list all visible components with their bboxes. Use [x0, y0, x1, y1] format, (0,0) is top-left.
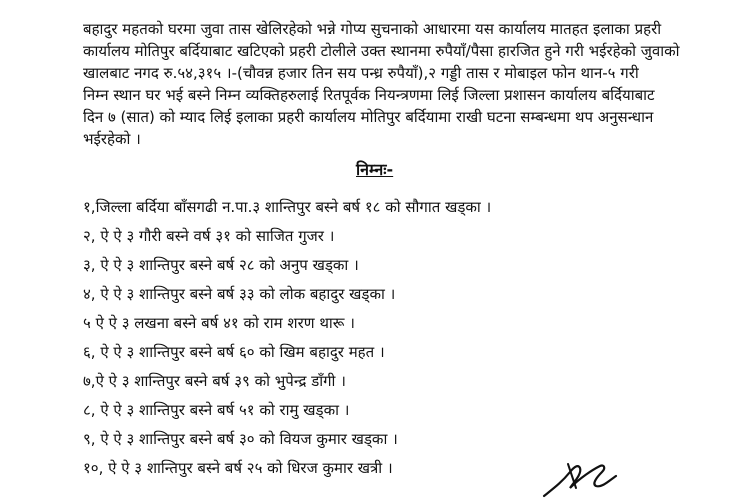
paragraph-line: दिन ७ (सात) को म्याद लिई इलाका प्रहरी कार्यालय मोतिपुर बर्दियामा राखी घटना सम्बन्धमा थप अनुसन्धान	[83, 108, 654, 126]
paragraph-line: बहादुर महतको घरमा जुवा तास खेलिरहेको भन्ने गोप्य सुचनाको आधारमा यस कार्यालय मातहत इलाका प्रहरी	[83, 20, 662, 38]
list-item: ४, ऐ ऐ ३ शान्तिपुर बस्ने बर्ष ३३ को लोक बहादुर खड्का ।	[83, 285, 396, 303]
list-item: ५ ऐ ऐ ३ लखना बस्ने बर्ष ४१ को राम शरण थारू ।	[83, 314, 355, 332]
list-item: १,जिल्ला बर्दिया बाँसगढी न.पा.३ शान्तिपुर बस्ने बर्ष १८ को सौगात खड्का ।	[83, 198, 492, 216]
list-heading: निम्नः-	[356, 160, 394, 179]
list-item: ९, ऐ ऐ ३ शान्तिपुर बस्ने बर्ष ३० को वियज कुमार खड्का ।	[83, 430, 398, 448]
list-item: २, ऐ ऐ ३ गौरी बस्ने वर्ष ३१ को साजित गुजर ।	[83, 227, 335, 245]
paragraph-line: भईरहेको ।	[83, 130, 141, 148]
list-item: ६, ऐ ऐ ३ शान्तिपुर बस्ने बर्ष ६० को खिम बहादुर महत ।	[83, 343, 385, 361]
paragraph-line: कार्यालय मोतिपुर बर्दियाबाट खटिएको प्रहरी टोलीले उक्त स्थानमा रुपैयाँ/पैसा हारजित हुने गरी भईरहेको जुवाको	[83, 42, 680, 60]
list-item: ७,ऐ ऐ ३ शान्तिपुर बस्ने बर्ष ३९ को भुपेन्द्र डाँगी ।	[83, 372, 346, 390]
signature-mark	[540, 458, 620, 500]
list-item: १०, ऐ ऐ ३ शान्तिपुर बस्ने बर्ष २५ को धिरज कुमार खत्री ।	[83, 459, 393, 477]
paragraph-line: निम्न स्थान घर भई बस्ने निम्न व्यक्तिहरुलाई रितपूर्वक नियन्त्रणमा लिई जिल्ला प्रशासन कार्यालय बर्दियाबाट	[83, 86, 655, 104]
list-item: ३, ऐ ऐ ३ शान्तिपुर बस्ने बर्ष २८ को अनुप खड्का ।	[83, 256, 359, 274]
list-item: ८, ऐ ऐ ३ शान्तिपुर बस्ने बर्ष ५१ को रामु खड्का ।	[83, 401, 350, 419]
paragraph-line: खालबाट नगद रु.५४,३१५ ।-(चौवन्न हजार तिन सय पन्ध्र रुपैयाँ),२ गड्डी तास र मोबाइल फोन थान-५ गरी	[83, 64, 639, 82]
